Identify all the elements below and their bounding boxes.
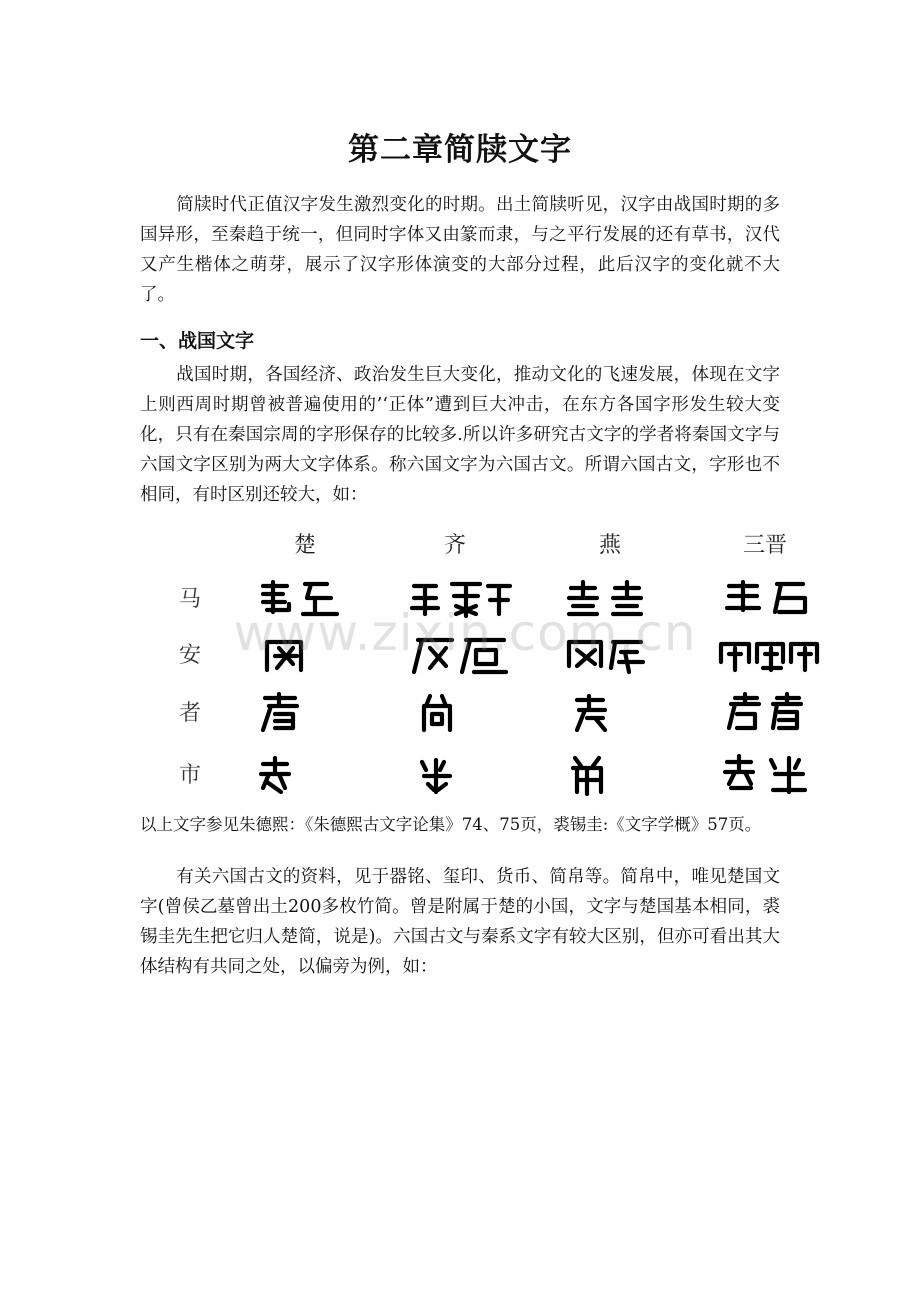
ancient-glyph: [245, 576, 365, 620]
glyph-comparison-figure: [170, 528, 820, 798]
closing-paragraph: [140, 862, 780, 982]
row-header-zhe: 者: [178, 701, 201, 726]
ancient-glyph: [555, 752, 675, 796]
row-header-an: 安: [178, 643, 201, 668]
section-text: 战国时期，各国经济、政治发生巨大变化，推动文化的飞速发展，体现在文字上则西周时期曾被普遍使用的’‘正体”遭到巨大冲击，在东方各国字形发生较大变化，只有在秦国宗周的字形保存的比较多.所以许多研究古文字的学者将秦国文字与六国文字区别为两大文字体系。称六国文字为六国古文。所谓六国古文，字形也不相同，有时区别还较大，如：: [140, 365, 780, 505]
column-header-chu: 楚: [293, 533, 316, 558]
ancient-glyph: [400, 752, 520, 796]
row-header-ma: 马: [178, 587, 201, 612]
column-header-yan: 燕: [598, 533, 621, 558]
intro-text: 简牍时代正值汉字发生激烈变化的时期。出土简牍听见，汉字由战国时期的多国异形，至秦趋于统一，但同时字体又由篆而隶，与之平行发展的还有草书，汉代又产生楷体之萌芽，展示了汉字形体演变的大部分过程，此后汉字的变化就不大了。: [140, 195, 780, 305]
row-header-shi: 市: [178, 763, 201, 788]
ancient-glyph: [555, 690, 675, 734]
ancient-glyph: [715, 752, 835, 796]
ancient-glyph: [715, 632, 835, 676]
ancient-glyph: [715, 576, 835, 620]
column-header-sanjin: 三晋: [742, 533, 787, 558]
closing-text: 有关六国古文的资料，见于器铭、玺印、货币、简帛等。简帛中，唯见楚国文字(曾侯乙墓曾出土200多枚竹简。曾是附属于楚的小国，文字与楚国基本相同，裘锡圭先生把它归人楚简，说是)。六国古文与秦系文字有较大区别，但亦可看出其大体结构有共同之处，以偏旁为例，如：: [140, 867, 780, 977]
ancient-glyph: [555, 632, 675, 676]
ancient-glyph: [245, 632, 365, 676]
ancient-glyph: [400, 632, 520, 676]
ancient-glyph: [400, 690, 520, 734]
ancient-glyph: [400, 576, 520, 620]
section-heading: 一、战国文字: [140, 330, 255, 352]
intro-paragraph: [140, 190, 780, 310]
watermark: www.zixin.com.cn: [233, 604, 697, 662]
ancient-glyph: [245, 752, 365, 796]
ancient-glyph: [715, 690, 835, 734]
ancient-glyph: [245, 690, 365, 734]
page-title: 第二章简牍文字: [348, 132, 572, 168]
ancient-glyph: [555, 576, 675, 620]
column-header-qi: 齐: [443, 533, 466, 558]
section-paragraph: [140, 360, 780, 510]
figure-caption: 以上文字参见朱德熙：《朱德熙古文字论集》74、75页，裘锡圭:《文字学概》57页。: [140, 815, 762, 834]
